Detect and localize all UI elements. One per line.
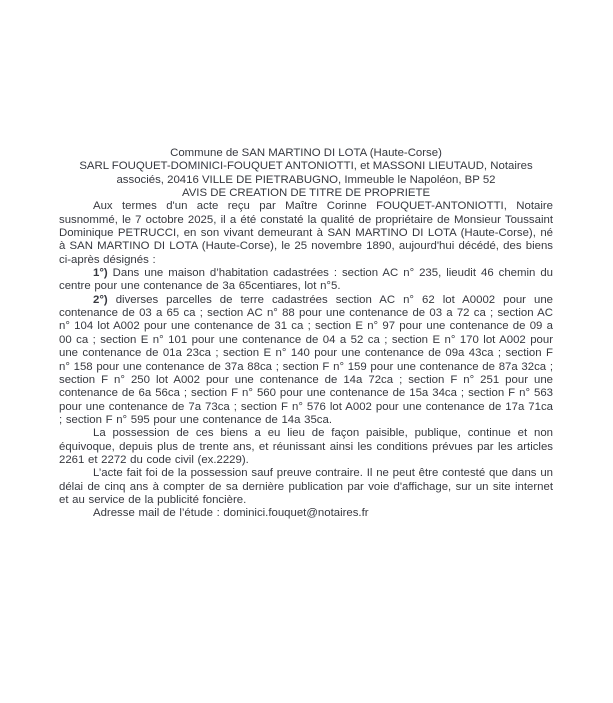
notice-body (59, 147, 553, 521)
heading-commune: Commune de SAN MARTINO DI LOTA (Haute-Corse) (170, 147, 442, 159)
paragraph-text: Adresse mail de l’étude : dominici.fouquet@notaires.fr (93, 507, 369, 520)
paragraph-adresse-mail (59, 507, 553, 520)
notice-heading (59, 147, 553, 200)
paragraph-lead: 2°) (93, 293, 108, 306)
heading-avis-title: AVIS DE CREATION DE TITRE DE PROPRIETE (181, 187, 431, 200)
paragraph-lead: 1°) (93, 267, 108, 280)
paragraph-text: La possession de ces biens a eu lieu de façon paisible, publique, continue et non équivoque, depuis plus de trente ans, et réunissant ainsi les conditions prévues par les articles 2261 et 2272 du code civil (ex.2229). (59, 427, 553, 466)
heading-notaires-line1: SARL FOUQUET-DOMINICI-FOUQUET ANTONIOTTI, et MASSONI LIEUTAUD, Notaires (79, 160, 533, 173)
paragraph-acte-intro (59, 200, 553, 267)
paragraph-text: Aux termes d'un acte reçu par Maître Corinne FOUQUET-ANTONIOTTI, Notaire susnommé, le 7 octobre 2025, il a été constaté la qualité de propriétaire de Monsieur Toussaint Dominique PETRUCCI, en son vivant demeurant à SAN MARTINO DI LOTA (Haute-Corse), né à SAN MARTINO DI LOTA (Haute-Corse), le 25 novembre 1890, aujourd'hui décédé, des biens ci-après désignés : (59, 200, 553, 266)
paragraph-possession (59, 427, 553, 467)
paragraph-text: Dans une maison d’habitation cadastrées : section AC n° 235, lieudit 46 chemin du centre pour une contenance de 3a 65centiares, lot n°5. (59, 267, 553, 293)
paragraph-bien-2 (59, 294, 553, 427)
paragraph-text: L’acte fait foi de la possession sauf preuve contraire. Il ne peut être contesté que dans un délai de cinq ans à compter de sa dernière publication par voie d'affichage, sur un site internet et au service de la publicité foncière. (59, 467, 553, 506)
paragraph-text: diverses parcelles de terre cadastrées section AC n° 62 lot A0002 pour une contenance de 03 a 65 ca ; section AC n° 88 pour une contenance de 03 a 72 ca ; section AC n° 104 lot A002 pour une contenance de 31 ca ; section E n° 97 pour une contenance de 09 a 00 ca ; section E n° 101 pour une contenance de 04 a 52 ca ; section E n° 170 lot A002 pour une contenance de 01a 23ca ; section E n° 140 pour une contenance de 09a 43ca ; section F n° 158 pour une contenance de 37a 88ca ; section F n° 159 pour une contenance de 87a 32ca ; section F n° 250 lot A002 pour une contenance de 14a 72ca ; section F n° 251 pour une contenance de 6a 56ca ; section F n° 560 pour une contenance de 15a 34ca ; section F n° 563 pour une contenance de 7a 73ca ; section F n° 576 lot A002 pour une contenance de 17a 71ca ; section F n° 595 pour une contenance de 14a 35ca. (59, 293, 553, 426)
heading-notaires-line2: associés, 20416 VILLE DE PIETRABUGNO, Immeuble le Napoléon, BP 52 (116, 173, 496, 186)
paragraph-bien-1 (59, 267, 553, 294)
paragraph-contestation (59, 467, 553, 507)
